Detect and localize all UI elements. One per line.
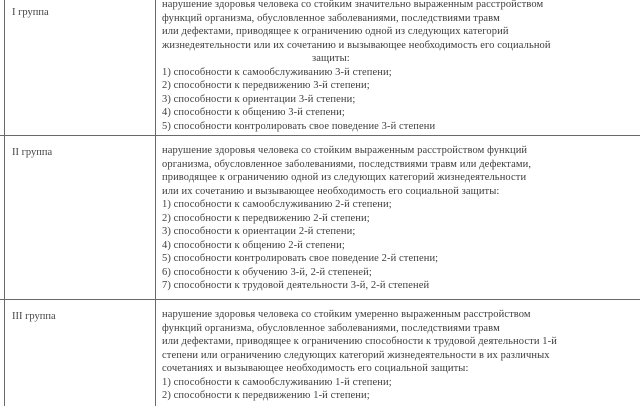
- criteria-line: жизнедеятельности или их сочетанию и вызывающее необходимость его социальной: [162, 39, 551, 51]
- criteria-line: степени или ограничению следующих категорий жизнедеятельности в их различных: [162, 349, 550, 361]
- group-criteria-cell: [162, 308, 634, 403]
- criteria-line: или дефектами, приводящее к ограничению способности к трудовой деятельности 1-й: [162, 336, 557, 347]
- criteria-list-item: 4) способности к общению 3-й степени;: [162, 107, 345, 118]
- group-criteria-cell: [162, 144, 634, 293]
- criteria-list-item: 1) способности к самообслуживанию 3-й степени;: [162, 66, 392, 78]
- group-name-cell: III группа: [12, 311, 56, 322]
- criteria-line: или их сочетанию и вызывающее необходимость его социальной защиты:: [162, 185, 500, 197]
- criteria-list-item: 6) способности к обучению 3-й, 2-й степеней;: [162, 266, 372, 278]
- group-criteria-cell: [162, 0, 634, 133]
- criteria-line: или дефектами, приводящее к ограничению одной из следующих категорий: [162, 26, 509, 37]
- table-row-group-1: [0, 0, 640, 136]
- table-column-divider: [155, 136, 156, 299]
- table-column-divider: [155, 300, 156, 406]
- criteria-list-item: 5) способности контролировать свое поведение 2-й степени;: [162, 253, 439, 264]
- criteria-line: организма, обусловленное заболеваниями, последствиями травм или дефектами,: [162, 158, 532, 170]
- criteria-list-item: 2) способности к передвижению 1-й степени;: [162, 390, 370, 401]
- criteria-list-item: 3) способности к ориентации 2-й степени;: [162, 226, 356, 237]
- table-border-left: [4, 300, 5, 406]
- group-name-cell: I группа: [12, 7, 49, 18]
- criteria-line: функций организма, обусловленное заболеваниями, последствиями травм: [162, 322, 500, 334]
- table-column-divider: [155, 0, 156, 135]
- criteria-list-item: 1) способности к самообслуживанию 1-й степени;: [162, 376, 392, 388]
- criteria-line: функций организма, обусловленное заболеваниями, последствиями травм: [162, 12, 500, 24]
- criteria-line: приводящее к ограничению одной из следующих категорий жизнедеятельности: [162, 172, 527, 183]
- criteria-line: защиты:: [312, 53, 350, 64]
- criteria-list-item: 2) способности к передвижению 3-й степени;: [162, 80, 370, 91]
- criteria-line: сочетаниях и вызывающее необходимость его социальной защиты:: [162, 363, 469, 374]
- table-row-group-3: [0, 300, 640, 406]
- criteria-list-item: 3) способности к ориентации 3-й степени;: [162, 93, 356, 105]
- criteria-line: нарушение здоровья человека со стойким умеренно выраженным расстройством: [162, 309, 531, 320]
- criteria-list-item: 4) способности к общению 2-й степени;: [162, 239, 345, 251]
- criteria-list-item: 7) способности к трудовой деятельности 3-й, 2-й степеней: [162, 280, 430, 291]
- criteria-list-item: 1) способности к самообслуживанию 2-й степени;: [162, 199, 392, 210]
- criteria-line: нарушение здоровья человека со стойким значительно выраженным расстройством: [162, 0, 544, 10]
- table-border-left: [4, 136, 5, 299]
- table-row-group-2: [0, 136, 640, 300]
- table-border-left: [4, 0, 5, 135]
- group-name-cell: II группа: [12, 147, 53, 158]
- criteria-list-item: 5) способности контролировать свое поведение 3-й степени: [162, 120, 436, 132]
- criteria-line: нарушение здоровья человека со стойким выраженным расстройством функций: [162, 145, 528, 156]
- criteria-list-item: 2) способности к передвижению 2-й степени;: [162, 212, 370, 224]
